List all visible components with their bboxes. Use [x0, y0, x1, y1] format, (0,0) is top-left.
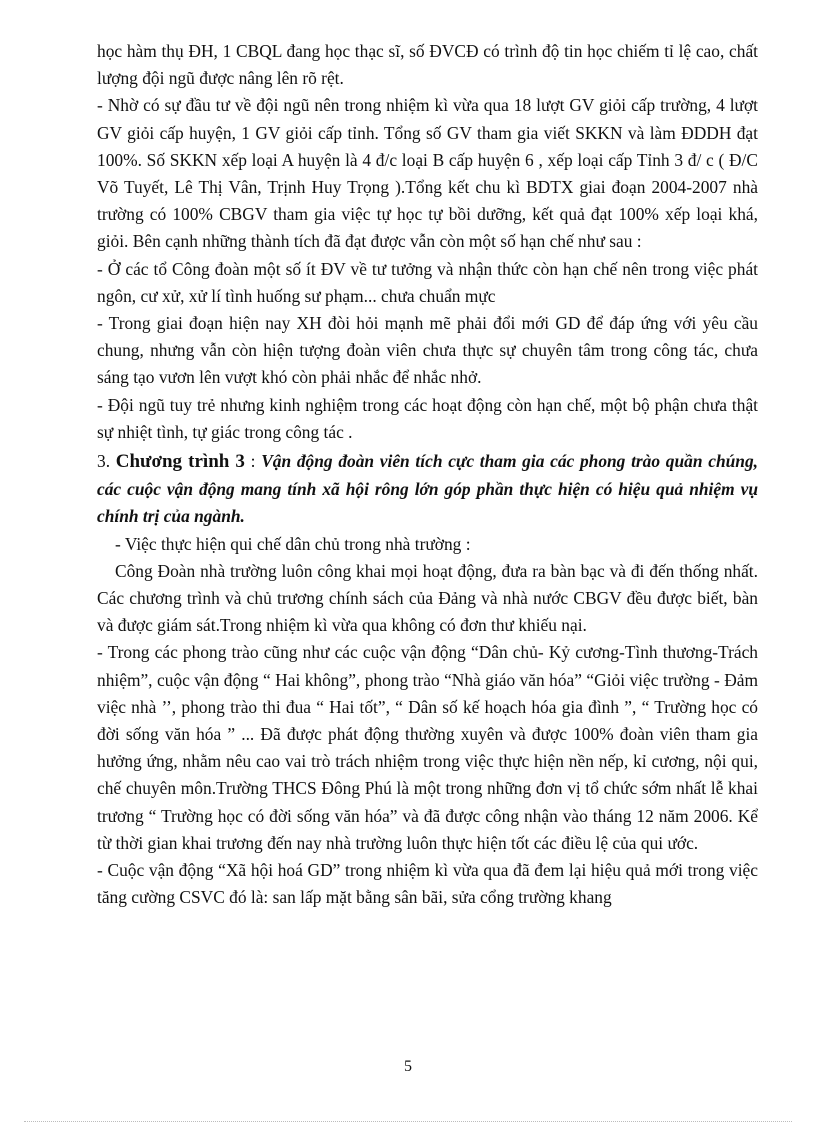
section-separator: : [244, 451, 262, 472]
section-keyword: Chương trình 3 [115, 451, 245, 473]
paragraph-achievements: - Nhờ có sự đầu tư về đội ngũ nên trong nhiệm kì vừa qua 18 lượt GV giỏi cấp trường, 4 lượt GV giỏi cấp huyện, 1 GV giỏi cấp tỉnh. Tổng số GV tham gia viết SKKN và làm ĐDDH đạt 100%. Số SKKN xếp loại A huyện là 4 đ/c loại B cấp huyện 6 , xếp loại cấp Tỉnh 3 đ/ c ( Đ/C Võ Tuyết, Lê Thị Vân, Trịnh Huy Trọng ).Tổng kết chu kì BDTX giai đoạn 2004-2007 nhà trường có 100% CBGV tham gia việc tự học tự bồi dưỡng, kết quả đạt 100% xếp loại khá, giỏi. Bên cạnh những thành tích đã đạt được vẫn còn một số hạn chế như sau : [97, 95, 758, 252]
page-number: 5 [404, 1058, 412, 1075]
section-number: 3. [97, 451, 111, 472]
paragraph-socialization: - Cuộc vận động “Xã hội hoá GD” trong nhiệm kì vừa qua đã đem lại hiệu quả mới trong việc tăng cường CSVC đó là: san lấp mặt bằng sân bãi, sửa cổng trường khang [97, 859, 758, 908]
section-title: Vận động đoàn viên tích cực tham gia các phong trào quần chúng, các cuộc vận động mang tính xã hội rông lớn góp phần thực hiện có hiệu quả nhiệm vụ chính trị của ngành. [97, 451, 758, 527]
paragraph-union-transparency: Công Đoàn nhà trường luôn công khai mọi hoạt động, đưa ra bàn bạc và đi đến thống nhất. Các chương trình và chủ trương chính sách của Đảng và nhà nước CBGV đều được biết, bàn và được giám sát.Trong nhiệm kì vừa qua không có đơn thư khiếu nại. [97, 560, 758, 636]
paragraph-staff-quality: học hàm thụ ĐH, 1 CBQL đang học thạc sĩ, số ĐVCĐ có trình độ tin học chiếm tỉ lệ cao, chất lượng đội ngũ được nâng lên rõ rệt. [97, 41, 758, 89]
section-heading [97, 448, 758, 531]
paragraph-limitation-1: - Ở các tổ Công đoàn một số ít ĐV về tư tưởng và nhận thức còn hạn chế nên trong việc phát ngôn, cư xử, xử lí tình huống sư phạm... chưa chuẩn mực [97, 258, 758, 306]
paragraph-limitation-3: - Đội ngũ tuy trẻ nhưng kinh nghiệm trong các hoạt động còn hạn chế, một bộ phận chưa thật sự nhiệt tình, tự giác trong công tác . [97, 394, 758, 442]
paragraph-movements: - Trong các phong trào cũng như các cuộc vận động “Dân chủ- Kỷ cương-Tình thương-Trách nhiệm”, cuộc vận động “ Hai không”, phong trào “Nhà giáo văn hóa” “Giỏi việc trường - Đảm việc nhà ’’, phong trào thi đua “ Hai tốt”, “ Dân số kế hoạch hóa gia đình ”, “ Trường học có đời sống văn hóa ” ... Đã được phát động thường xuyên và được 100% đoàn viên tham gia hưởng ứng, nhằm nêu cao vai trò trách nhiệm trong việc thực hiện nền nếp, kỉ cương, nội qui, chế chuyên môn.Trường THCS Đông Phú là một trong những đơn vị tổ chức sớm nhất lễ khai trương “ Trường học có đời sống văn hóa” và đã được công nhận vào tháng 12 năm 2006. Kể từ thời gian khai trương đến nay nhà trường luôn thực hiện tốt các điều lệ của qui ước. [97, 642, 758, 853]
document-body [97, 38, 758, 911]
paragraph-democracy-intro: - Việc thực hiện qui chế dân chủ trong nhà trường : [115, 533, 471, 554]
paragraph-limitation-2: - Trong giai đoạn hiện nay XH đòi hỏi mạnh mẽ phải đổi mới GD để đáp ứng với yêu cầu chung, nhưng vẫn còn hiện tượng đoàn viên chưa thực sự chuyên tâm trong công tác, chưa sáng tạo vươn lên vượt khó còn phải nhắc để nhắc nhở. [97, 313, 758, 388]
bottom-dotted-rule [24, 1121, 792, 1122]
